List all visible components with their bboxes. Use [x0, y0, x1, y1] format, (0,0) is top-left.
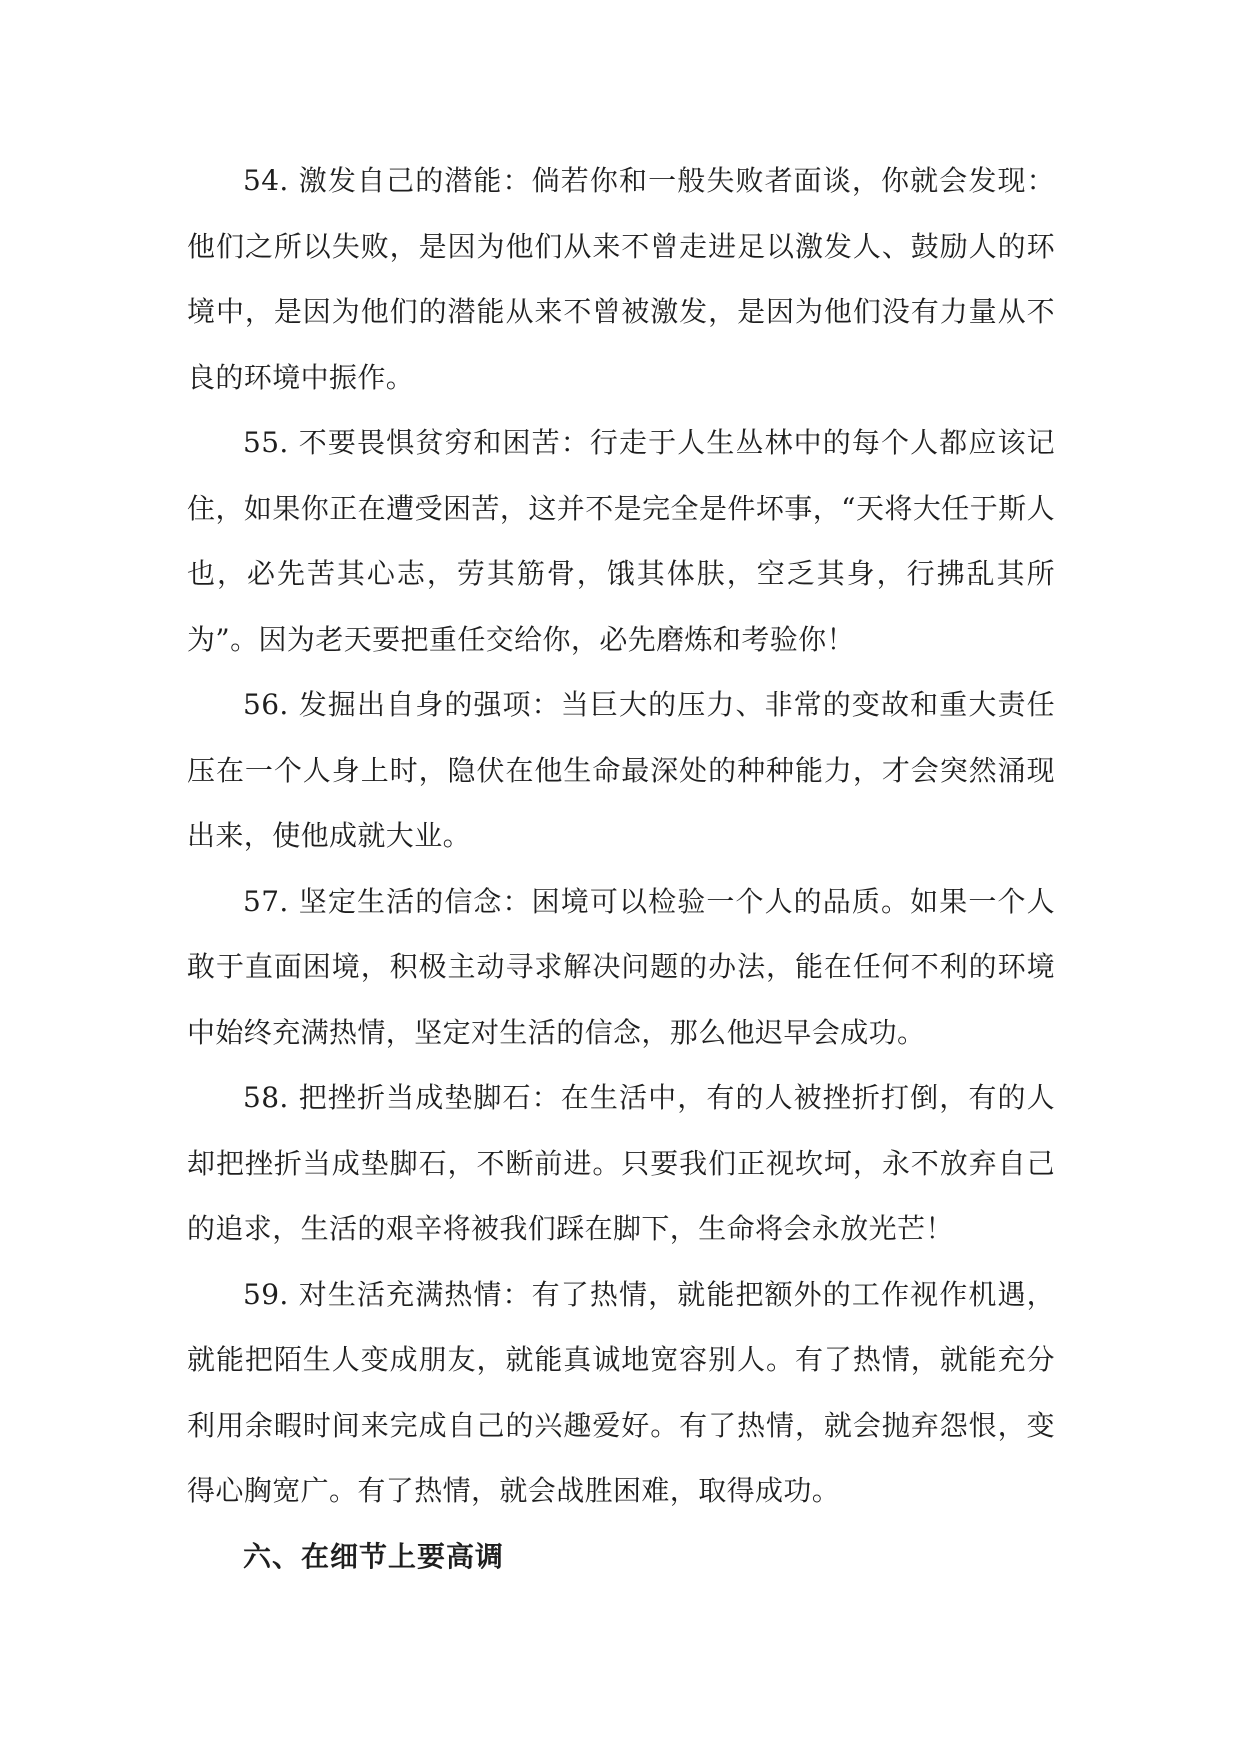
paragraph-57: 57. 坚定生活的信念：困境可以检验一个人的品质。如果一个人敢于直面困境，积极主动寻求解决问题的办法，能在任何不利的环境中始终充满热情，坚定对生活的信念，那么他迟早会成功。 — [187, 884, 1055, 1049]
paragraph-56: 56. 发掘出自身的强项：当巨大的压力、非常的变故和重大责任压在一个人身上时，隐伏在他生命最深处的种种能力，才会突然涌现出来，使他成就大业。 — [187, 688, 1055, 852]
section-heading: 六、在细节上要高调 — [243, 1539, 505, 1573]
paragraph-58: 58. 把挫折当成垫脚石：在生活中，有的人被挫折打倒，有的人却把挫折当成垫脚石，不断前进。只要我们正视坎坷，永不放弃自己的追求，生活的艰辛将被我们踩在脚下，生命将会永放光芒！ — [187, 1081, 1055, 1245]
paragraph-59: 59. 对生活充满热情：有了热情，就能把额外的工作视作机遇，就能把陌生人变成朋友，就能真诚地宽容别人。有了热情，就能充分利用余暇时间来完成自己的兴趣爱好。有了热情，就会抛弃怨恨，变得心胸宽广。有了热情，就会战胜困难，取得成功。 — [187, 1277, 1055, 1507]
paragraph-54: 54. 激发自己的潜能：倘若你和一般失败者面谈，你就会发现：他们之所以失败，是因为他们从来不曾走进足以激发人、鼓励人的环境中，是因为他们的潜能从来不曾被激发，是因为他们没有力量从不良的环境中振作。 — [187, 164, 1055, 394]
document-body — [187, 148, 1055, 1589]
paragraph-55: 55. 不要畏惧贫穷和困苦：行走于人生丛林中的每个人都应该记住，如果你正在遭受困苦，这并不是完全是件坏事，“天将大任于斯人也，必先苦其心志，劳其筋骨，饿其体肤，空乏其身，行拂乱其所为”。因为老天要把重任交给你，必先磨炼和考验你！ — [187, 426, 1055, 656]
